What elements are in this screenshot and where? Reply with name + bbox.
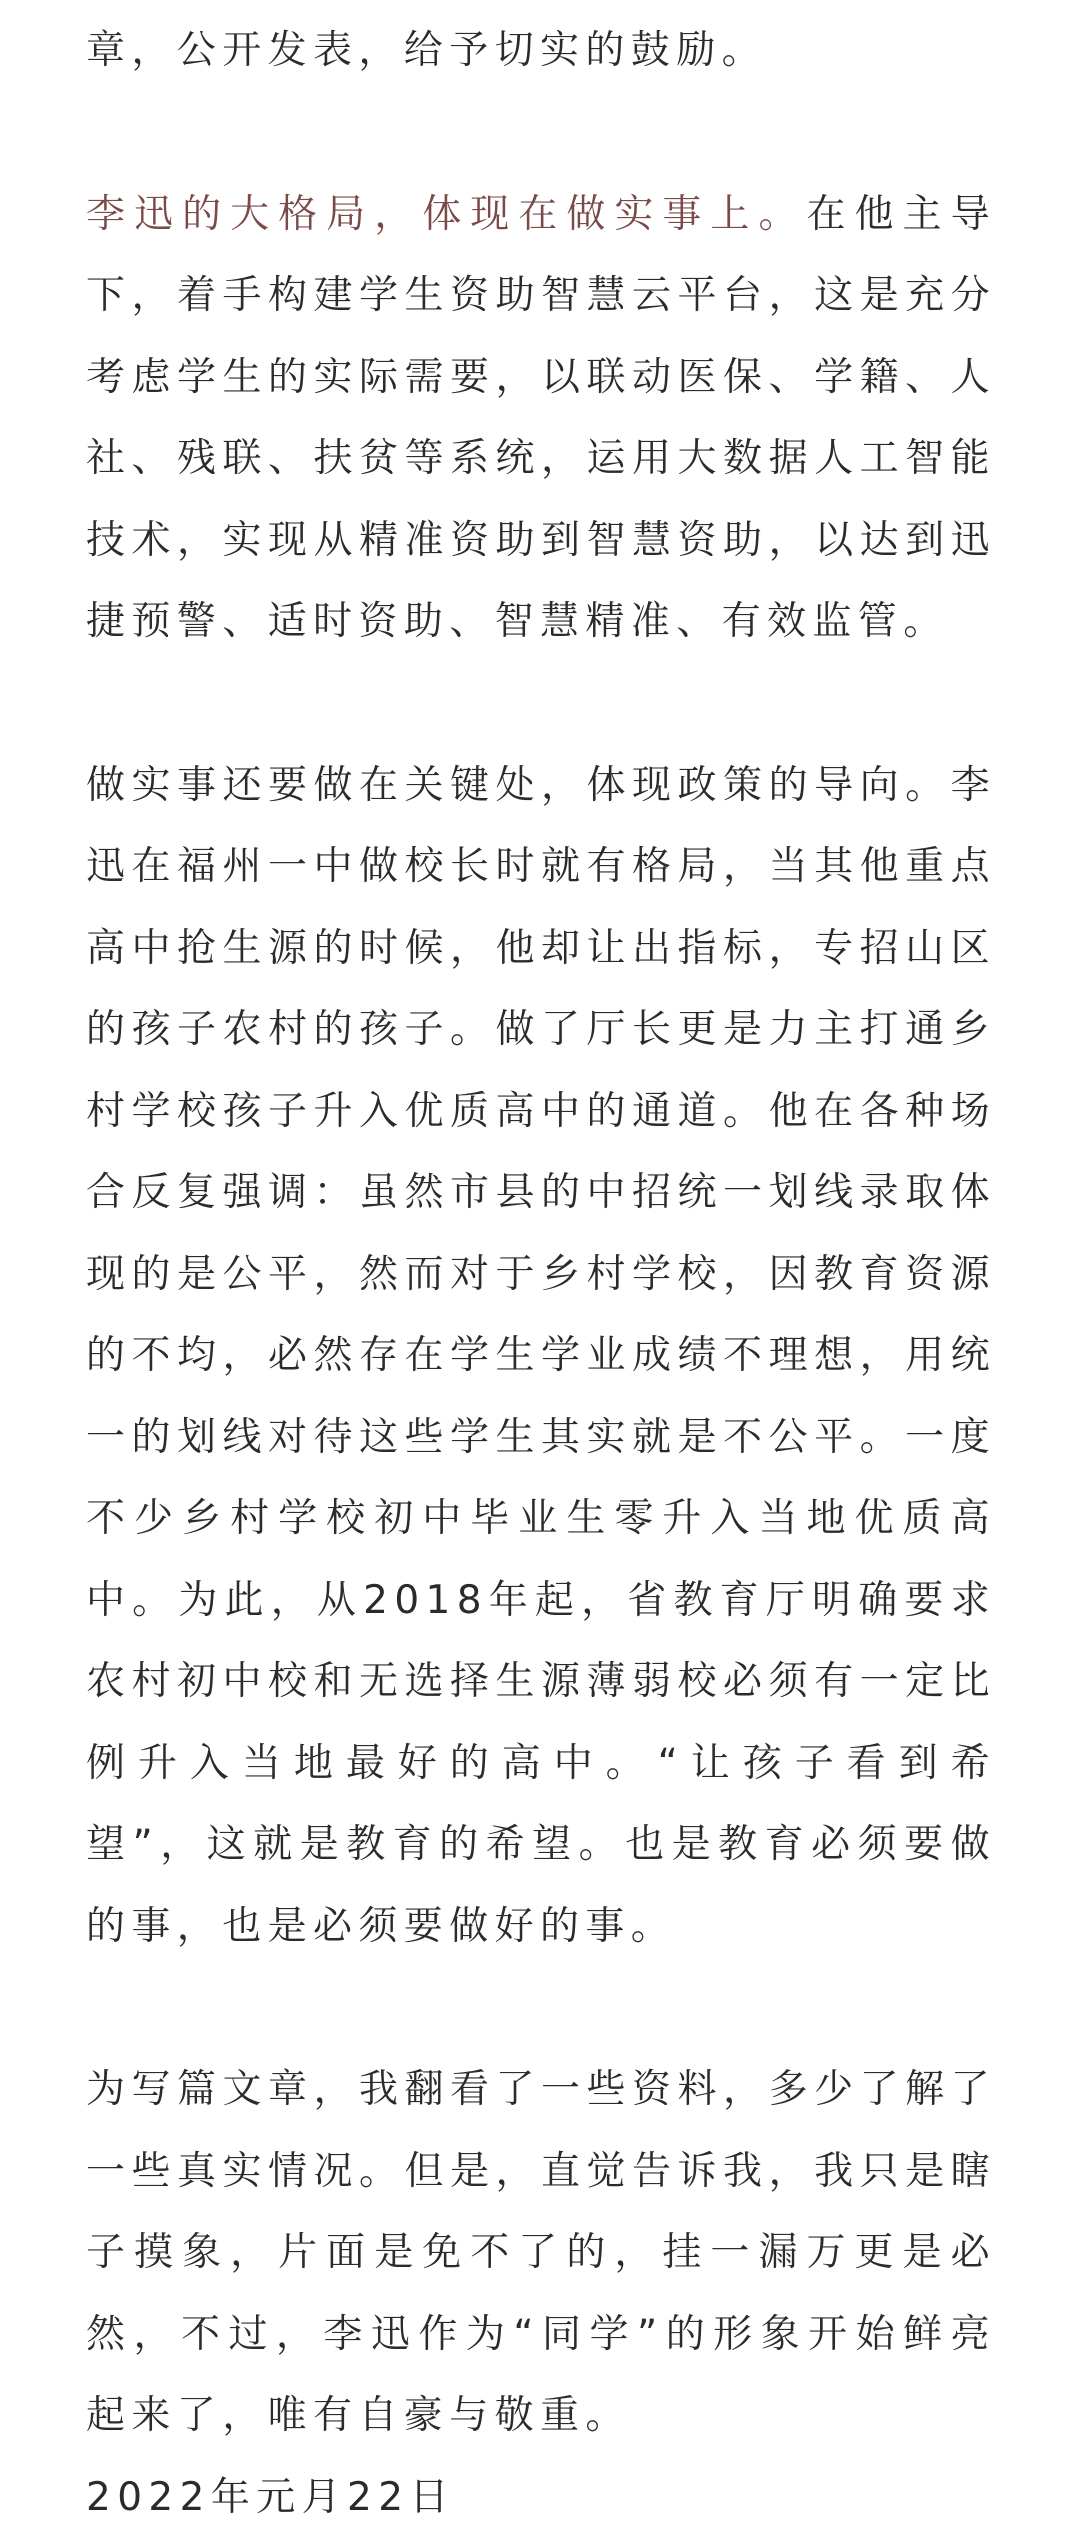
article-date: 2022年元月22日 [86, 2457, 996, 2538]
paragraph-intro-tail: 章，公开发表，给予切实的鼓励。 [86, 10, 996, 92]
article-body [86, 0, 996, 2538]
paragraph-closing: 为写篇文章，我翻看了一些资料，多少了解了一些真实情况。但是，直觉告诉我，我只是瞎子摸象，片面是免不了的，挂一漏万更是必然，不过，李迅作为“同学”的形象开始鲜亮起来了，唯有自豪与敬重。 [86, 2049, 996, 2457]
highlighted-lead-sentence: 李迅的大格局，体现在做实事上。 [86, 192, 806, 237]
paragraph-great-vision-text: 在他主导下，着手构建学生资助智慧云平台，这是充分考虑学生的实际需要，以联动医保、学籍、人社、残联、扶贫等系统，运用大数据人工智能技术，实现从精准资助到智慧资助，以达到迅捷预警、适时资助、智慧精准、有效监管。 [86, 192, 996, 645]
paragraph-great-vision [86, 174, 996, 663]
paragraph-key-policy: 做实事还要做在关键处，体现政策的导向。李迅在福州一中做校长时就有格局，当其他重点高中抢生源的时候，他却让出指标，专招山区的孩子农村的孩子。做了厅长更是力主打通乡村学校孩子升入优质高中的通道。他在各种场合反复强调：虽然市县的中招统一划线录取体现的是公平，然而对于乡村学校，因教育资源的不均，必然存在学生学业成绩不理想，用统一的划线对待这些学生其实就是不公平。一度不少乡村学校初中毕业生零升入当地优质高中。为此，从2018年起，省教育厅明确要求农村初中校和无选择生源薄弱校必须有一定比例升入当地最好的高中。“让孩子看到希望”，这就是教育的希望。也是教育必须要做的事，也是必须要做好的事。 [86, 745, 996, 1968]
